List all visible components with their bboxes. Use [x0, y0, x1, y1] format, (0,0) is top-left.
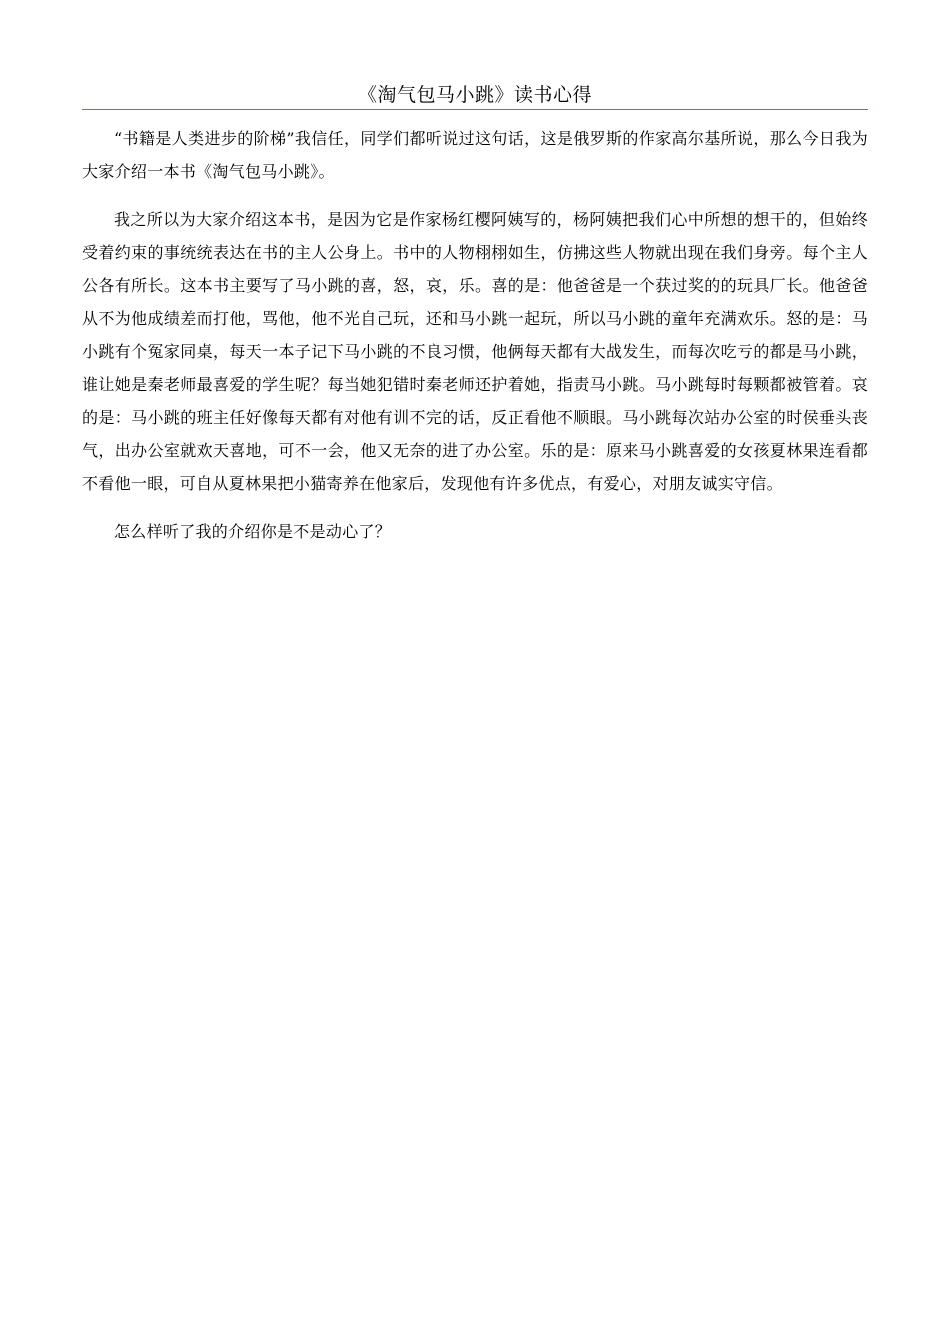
title-underline-rule: [82, 109, 868, 110]
paragraph-main: 我之所以为大家介绍这本书，是因为它是作家杨红樱阿姨写的，杨阿姨把我们心中所想的想干的，但始终受着约束的事统统表达在书的主人公身上。书中的人物栩栩如生，仿拂这些人物就出现在我们身旁。每个主人公各有所长。这本书主要写了马小跳的喜，怒，哀，乐。喜的是：他爸爸是一个获过奖的的玩具厂长。他爸爸从不为他成绩差而打他，骂他，他不光自己玩，还和马小跳一起玩，所以马小跳的童年充满欢乐。怒的是：马小跳有个冤家同桌，每天一本子记下马小跳的不良习惯，他俩每天都有大战发生，而每次吃亏的都是马小跳，谁让她是秦老师最喜爱的学生呢？每当她犯错时秦老师还护着她，指责马小跳。马小跳每时每颗都被管着。哀的是：马小跳的班主任好像每天都有对他有训不完的话，反正看他不顺眼。马小跳每次站办公室的时侯垂头丧气，出办公室就欢天喜地，可不一会，他又无奈的进了办公室。乐的是：原来马小跳喜爱的女孩夏林果连看都不看他一眼，可自从夏林果把小猫寄养在他家后，发现他有许多优点，有爱心，对朋友诚实守信。: [82, 210, 868, 493]
document-title: 《淘气包马小跳》读书心得: [357, 84, 592, 106]
document-body: [82, 122, 868, 563]
paragraph-intro: “书籍是人类进步的阶梯”我信任，同学们都听说过这句话，这是俄罗斯的作家高尔基所说，那么今日我为大家介绍一本书《淘气包马小跳》。: [82, 129, 868, 181]
paragraph-closing: 怎么样听了我的介绍你是不是动心了？: [114, 522, 392, 541]
